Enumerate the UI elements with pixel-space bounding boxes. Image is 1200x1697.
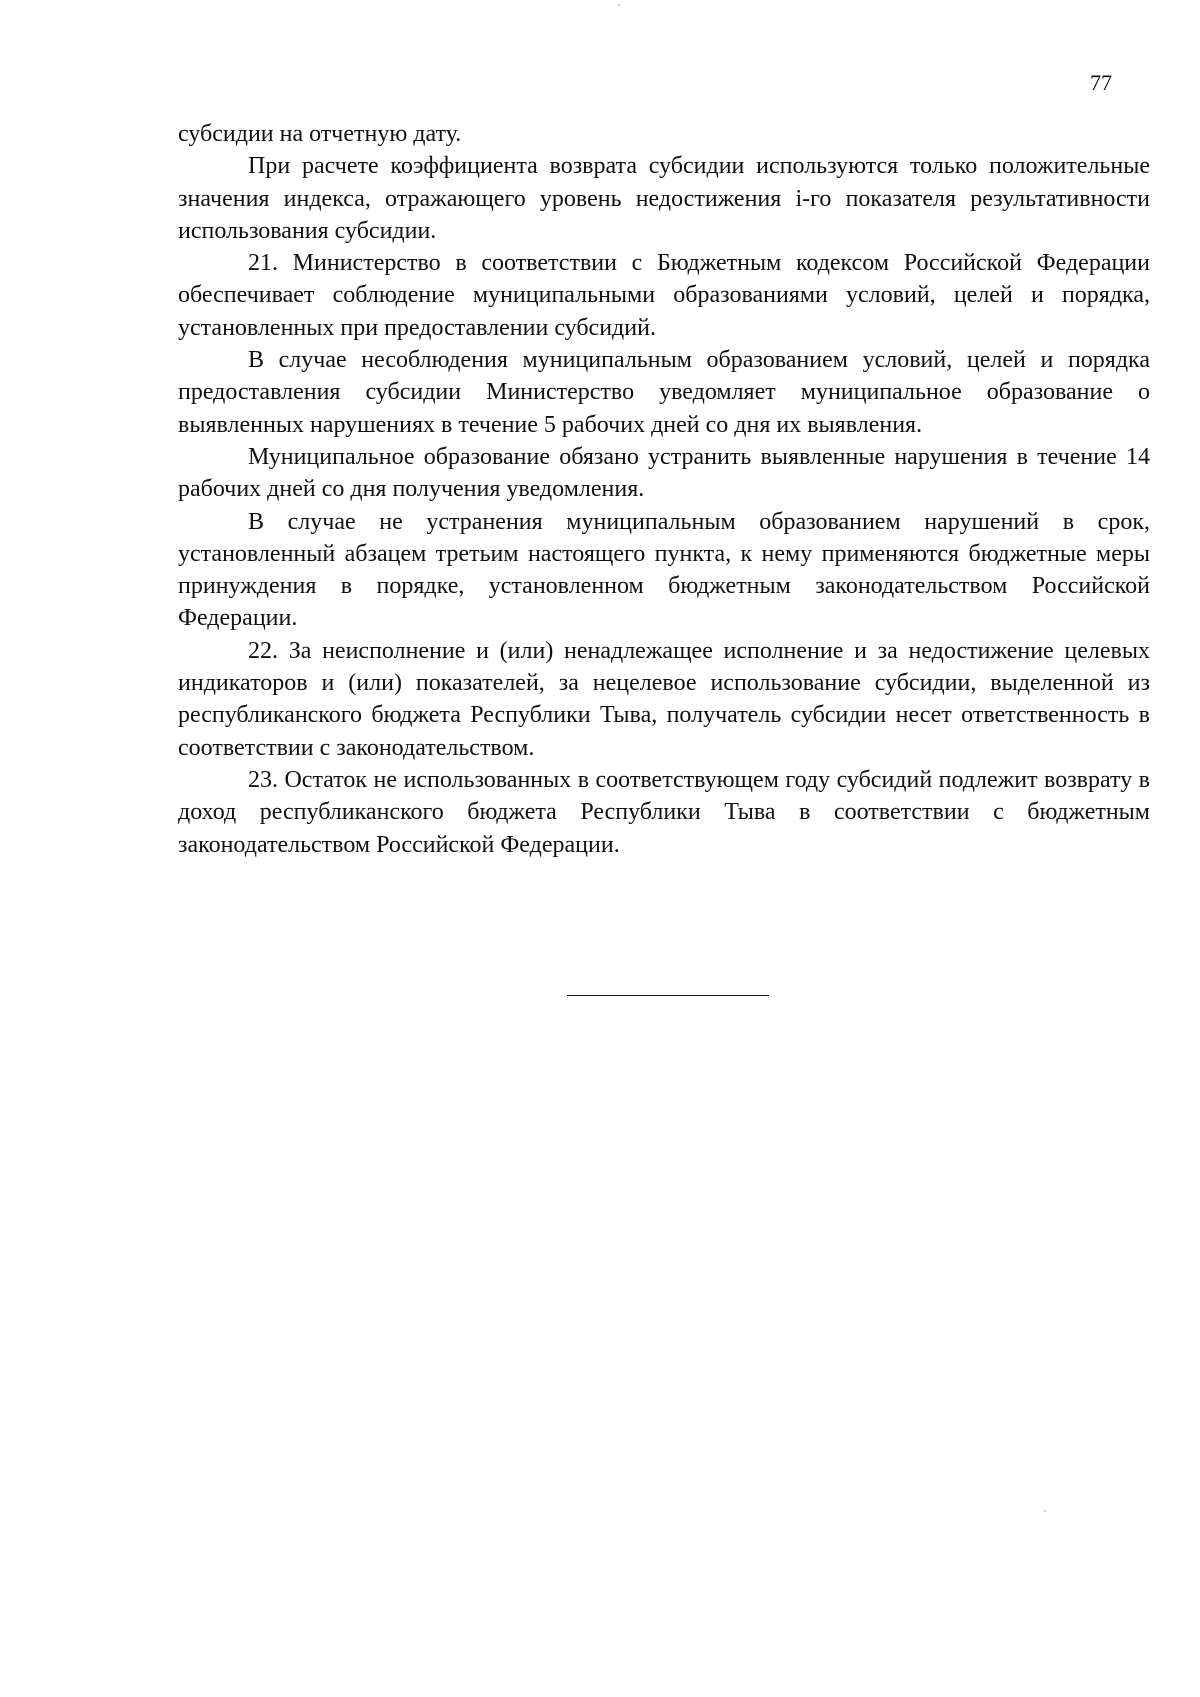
paragraph-item-21: 21. Министерство в соответствии с Бюджетным кодексом Российской Федерации обеспечивает соблюдение муниципальными образованиями условий, целей и порядка, установленных при предоставлении субсидий. [178,250,1150,341]
paragraph-continuation: субсидии на отчетную дату. [178,121,462,147]
end-of-text-rule [567,995,769,996]
scan-speck [618,4,620,6]
document-body [178,118,1150,861]
paragraph-enforcement-measures: В случае не устранения муниципальным образованием нарушений в срок, установленный абзацем третьим настоящего пункта, к нему применяются бюджетные меры принуждения в порядке, установленном бюджетным законодательством Российской Федерации. [178,508,1150,632]
paragraph-item-23: 23. Остаток не использованных в соответствующем году субсидий подлежит возврату в доход республиканского бюджета Республики Тыва в соответствии с бюджетным законодательством Российской Федерации. [178,766,1150,858]
paragraph-remedy-deadline: Муниципальное образование обязано устранить выявленные нарушения в течение 14 рабочих дней со дня получения уведомления. [178,443,1150,503]
scan-speck [1044,1510,1046,1512]
page-number: 77 [1090,70,1112,95]
paragraph-item-22: 22. За неисполнение и (или) ненадлежащее исполнение и за недостижение целевых индикаторов и (или) показателей, за нецелевое использование субсидии, выделенной из республиканского бюджета Республики Тыва, получатель субсидии несет ответственность в соответствии с законодательством. [178,637,1150,761]
paragraph-violation-notice: В случае несоблюдения муниципальным образованием условий, целей и порядка предоставления субсидии Министерство уведомляет муниципальное образование о выявленных нарушениях в течение 5 рабочих дней со дня их выявления. [178,347,1150,438]
paragraph-coefficient-note: При расчете коэффициента возврата субсидии используются только положительные значения индекса, отражающего уровень недостижения i-го показателя результативности использования субсидии. [178,153,1150,244]
